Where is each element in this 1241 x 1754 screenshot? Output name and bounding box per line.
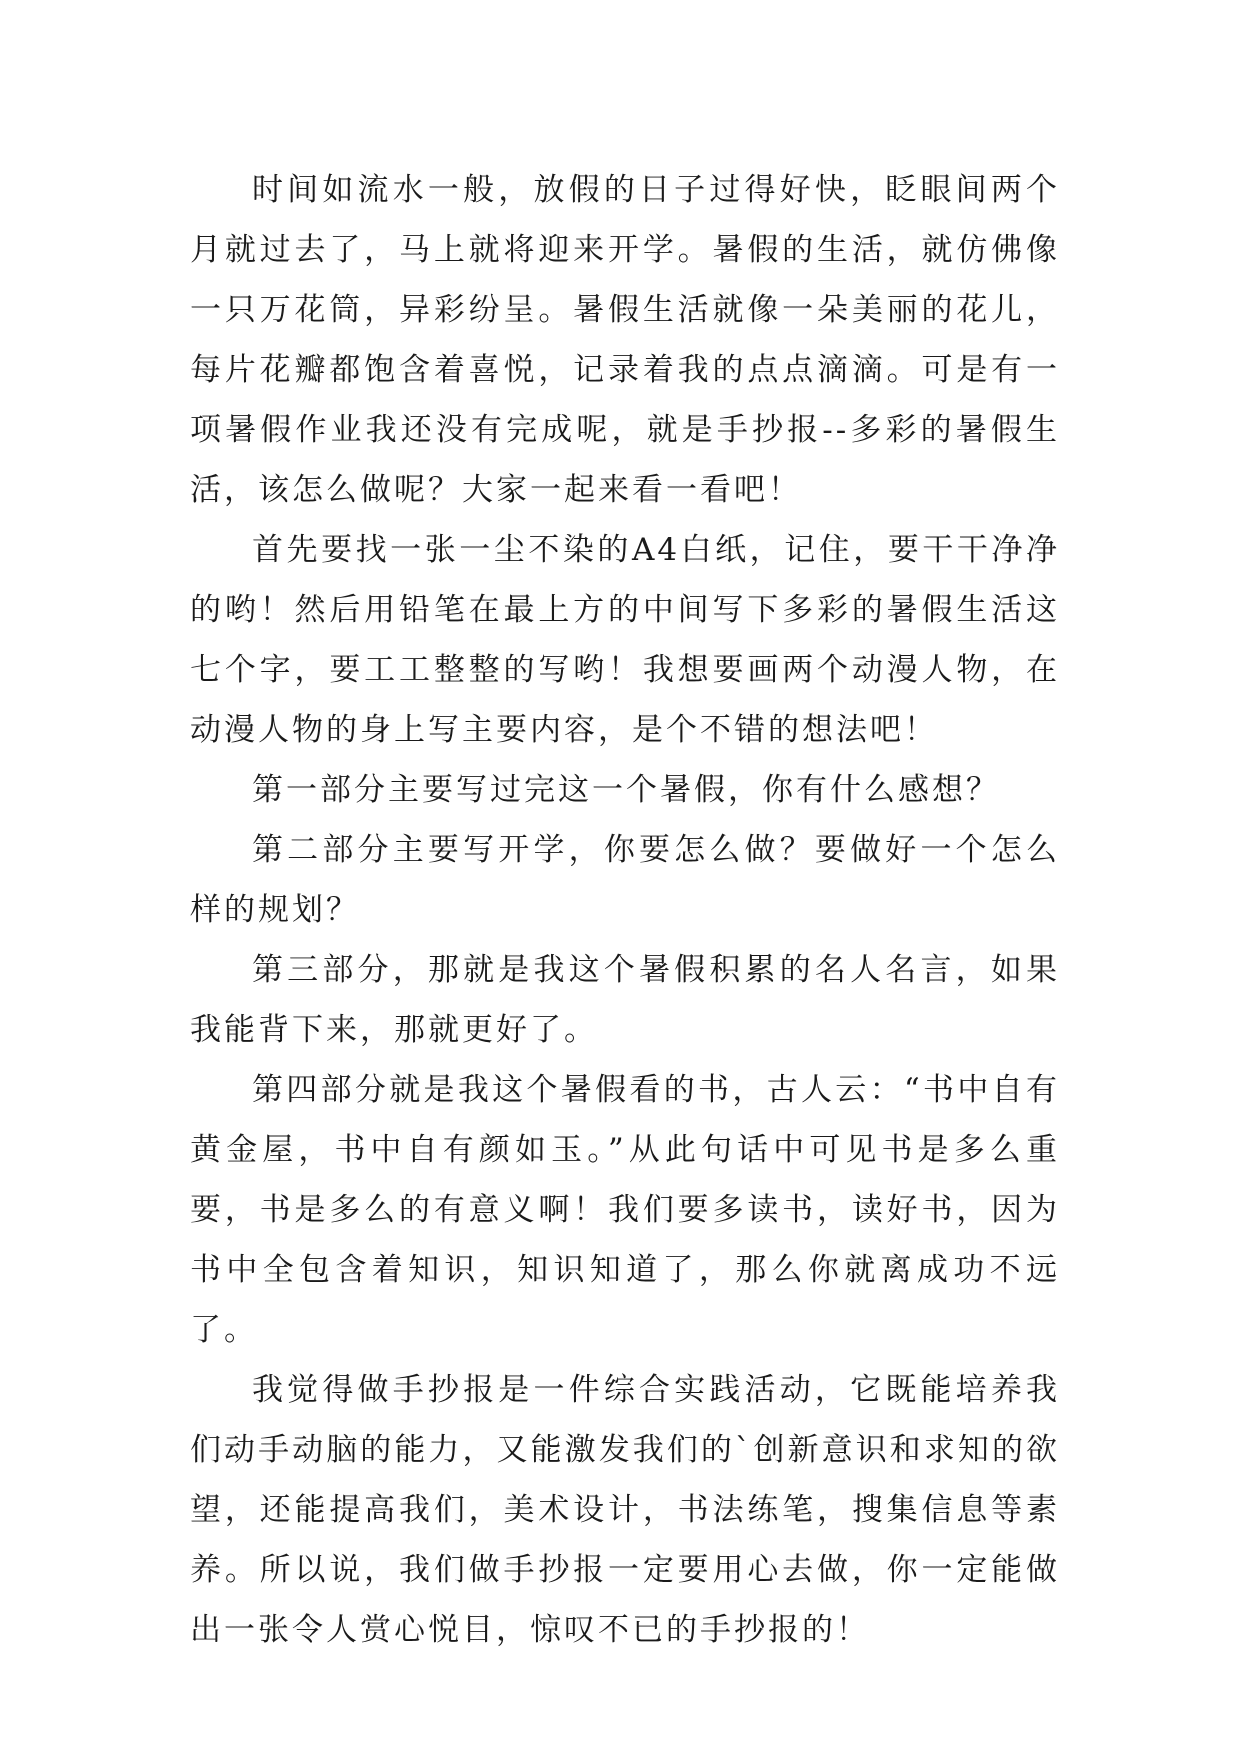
paragraph-2: 首先要找一张一尘不染的A4白纸，记住，要干干净净的哟！然后用铅笔在最上方的中间写下多彩的暑假生活这七个字，要工工整整的写哟！我想要画两个动漫人物，在动漫人物的身上写主要内容，是个不错的想法吧！ <box>190 532 1060 748</box>
paragraph-3: 第一部分主要写过完这一个暑假，你有什么感想？ <box>252 772 1000 808</box>
document-body <box>190 160 1060 1660</box>
paragraph-6: 第四部分就是我这个暑假看的书，古人云：“书中自有黄金屋，书中自有颜如玉。”从此句话中可见书是多么重要，书是多么的有意义啊！我们要多读书，读好书，因为书中全包含着知识，知识知道了，那么你就离成功不远了。 <box>190 1072 1060 1348</box>
paragraph-7: 我觉得做手抄报是一件综合实践活动，它既能培养我们动手动脑的能力，又能激发我们的`创新意识和求知的欲望，还能提高我们，美术设计，书法练笔，搜集信息等素养。所以说，我们做手抄报一定要用心去做，你一定能做出一张令人赏心悦目，惊叹不已的手抄报的！ <box>190 1372 1060 1648</box>
paragraph-1: 时间如流水一般，放假的日子过得好快，眨眼间两个月就过去了，马上就将迎来开学。暑假的生活，就仿佛像一只万花筒，异彩纷呈。暑假生活就像一朵美丽的花儿，每片花瓣都饱含着喜悦，记录着我的点点滴滴。可是有一项暑假作业我还没有完成呢，就是手抄报--多彩的暑假生活，该怎么做呢？大家一起来看一看吧！ <box>190 172 1060 508</box>
paragraph-4: 第二部分主要写开学，你要怎么做？要做好一个怎么样的规划？ <box>190 832 1060 928</box>
paragraph-5: 第三部分，那就是我这个暑假积累的名人名言，如果我能背下来，那就更好了。 <box>190 952 1060 1048</box>
